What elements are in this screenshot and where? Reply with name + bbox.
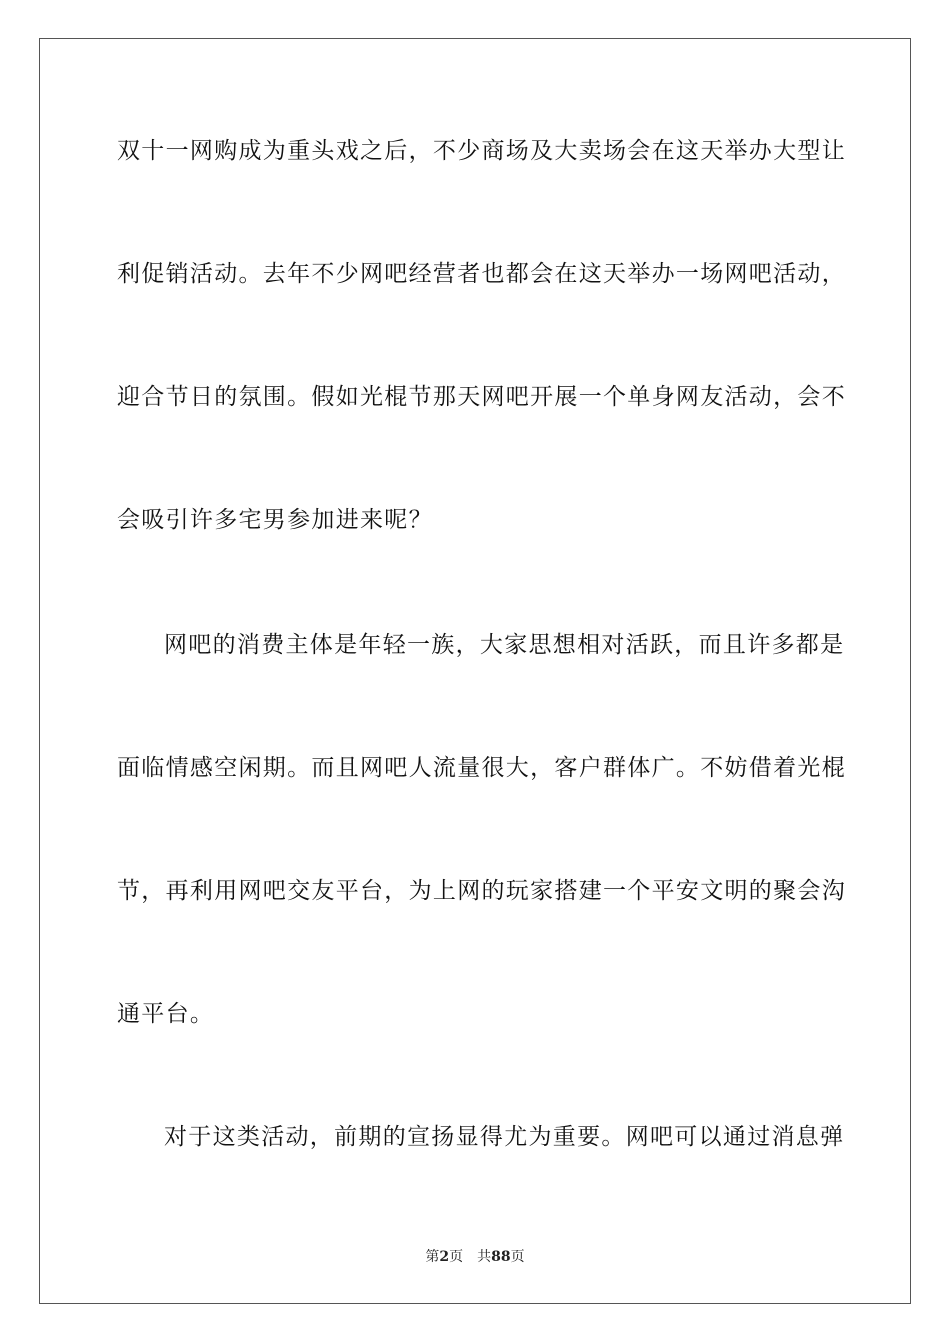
footer-total-suffix: 页 (510, 1249, 525, 1265)
paragraph-1-line-4: 会吸引许多宅男参加进来呢？ (117, 507, 433, 533)
paragraph-2-line-1: 网吧的消费主体是年轻一族，大家思想相对活跃，而且许多都是 (164, 632, 845, 658)
footer-page-prefix: 第 (425, 1249, 440, 1265)
paragraph-1-line-1: 双十一网购成为重头戏之后，不少商场及大卖场会在这天举办大型让 (117, 138, 846, 164)
paragraph-3-line-1: 对于这类活动，前期的宣扬显得尤为重要。网吧可以通过消息弹 (164, 1124, 845, 1150)
paragraph-1-line-2: 利促销活动。去年不少网吧经营者也都会在这天举办一场网吧活动， (117, 261, 846, 287)
paragraph-2-line-2: 面临情感空闲期。而且网吧人流量很大，客户群体广。不妨借着光棍 (117, 755, 846, 781)
footer-total-prefix: 共 (477, 1249, 492, 1265)
footer-page-number: 2 (439, 1249, 450, 1265)
paragraph-1-line-3: 迎合节日的氛围。假如光棍节那天网吧开展一个单身网友活动，会不 (117, 384, 846, 410)
page-border (39, 38, 911, 1304)
page-footer (0, 1248, 950, 1266)
paragraph-2-line-3: 节，再利用网吧交友平台，为上网的玩家搭建一个平安文明的聚会沟 (117, 878, 846, 904)
paragraph-2-line-4: 通平台。 (117, 1001, 215, 1027)
footer-total-pages: 88 (491, 1249, 511, 1265)
footer-page-suffix: 页 (449, 1249, 464, 1265)
